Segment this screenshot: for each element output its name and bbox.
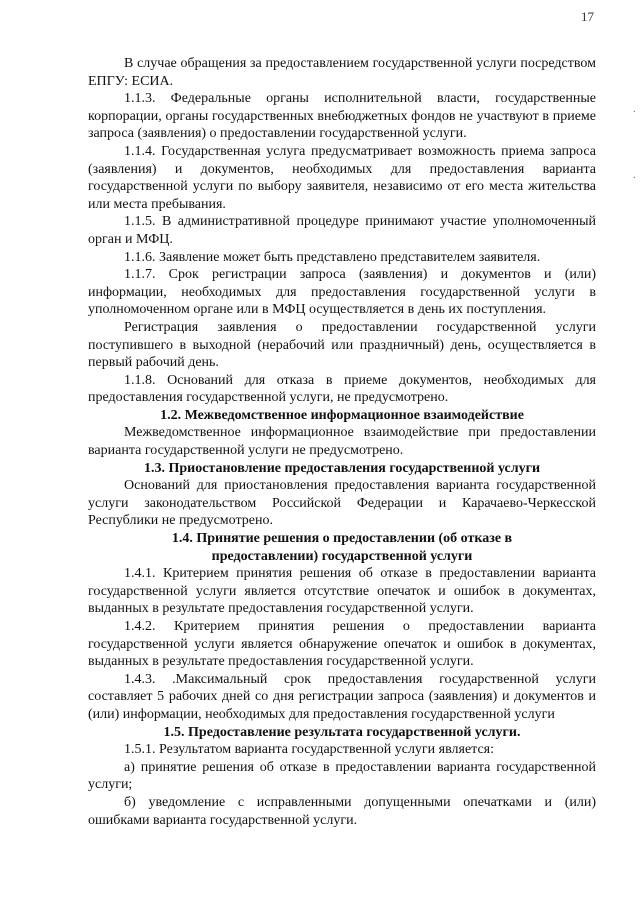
paragraph-1-5-1-b: б) уведомление с исправленными допущенными опечатками и (или) ошибками варианта государственной услуги. (88, 794, 596, 828)
paragraph-1-1-3: 1.1.3. Федеральные органы исполнительной власти, государственные корпорации, органы государственных внебюджетных фондов не участвуют в приеме запроса (заявления) о предоставлении государственной услуги. (88, 91, 596, 142)
section-heading-1-5: 1.5. Предоставление результата государственной услуги. (163, 724, 521, 740)
paragraph-1-5-1: 1.5.1. Результатом варианта государственной услуги является: (124, 742, 495, 758)
paragraph-1-5-1-a: а) принятие решения об отказе в предоставлении варианта государственной услуги; (88, 759, 596, 793)
paragraph-1-4-2: 1.4.2. Критерием принятия решения о предоставлении варианта государственной услуги является обнаружение опечаток и ошибок в документах, выданных в результате предоставления государственной услуги. (88, 619, 596, 670)
paragraph-1-1-7-registration: Регистрация заявления о предоставлении государственной услуги поступившего в выходной (нерабочий или праздничный) день, осуществляется в первый рабочий день. (88, 319, 596, 371)
section-heading-1-3: 1.3. Приостановление предоставления государственной услуги (143, 460, 541, 476)
paragraph-1-4-3: 1.4.3. .Максимальный срок предоставления государственной услуги составляет 5 рабочих дней со дня регистрации запроса (заявления) и документов и (или) информации, необходимых для предоставления государственной услуги (88, 671, 596, 722)
paragraph-1-4-1: 1.4.1. Критерием принятия решения об отказе в предоставлении варианта государственной услуги является отсутствие опечаток и ошибок в документах, выданных в результате предоставления государственной услуги. (88, 566, 596, 617)
paragraph-1-1-6: 1.1.6. Заявление может быть представлено представителем заявителя. (124, 249, 541, 265)
paragraph-1-1-4: 1.1.4. Государственная услуга предусматривает возможность приема запроса (заявления) и документов, необходимых для предоставления варианта государственной услуги по выбору заявителя, независимо от его места жительства или места пребывания. (88, 143, 596, 212)
paragraph-1-1-5: 1.1.5. В административной процедуре принимают участие уполномоченный орган и МФЦ. (88, 214, 596, 247)
paragraph: В случае обращения за предоставлением государственной услуги посредством ЕПГУ: ЕСИА. (88, 56, 596, 89)
document-body (88, 55, 596, 829)
margin-mark: · (632, 107, 636, 118)
section-heading-1-2: 1.2. Межведомственное информационное взаимодействие (160, 407, 524, 423)
paragraph-1-3: Оснований для приостановления предоставления варианта государственной услуги законодательством Российской Федерации и Карачаево-Черкесской Республики не предусмотрено. (88, 478, 596, 529)
section-heading-1-4: 1.4. Принятие решения о предоставлении (об отказе в предоставлении) государственной услуги (171, 531, 513, 564)
margin-mark: · (632, 173, 636, 184)
paragraph-1-1-7: 1.1.7. Срок регистрации запроса (заявления) и документов и (или) информации, необходимых для предоставления государственной услуги в уполномоченном органе или в МФЦ осуществляется в день их поступления. (88, 267, 596, 318)
paragraph-1-2: Межведомственное информационное взаимодействие при предоставлении варианта государственной услуги не предусмотрено. (88, 425, 596, 459)
page-number: 17 (581, 9, 594, 24)
paragraph-1-1-8: 1.1.8. Оснований для отказа в приеме документов, необходимых для предоставления государственной услуги, не предусмотрено. (88, 372, 596, 406)
